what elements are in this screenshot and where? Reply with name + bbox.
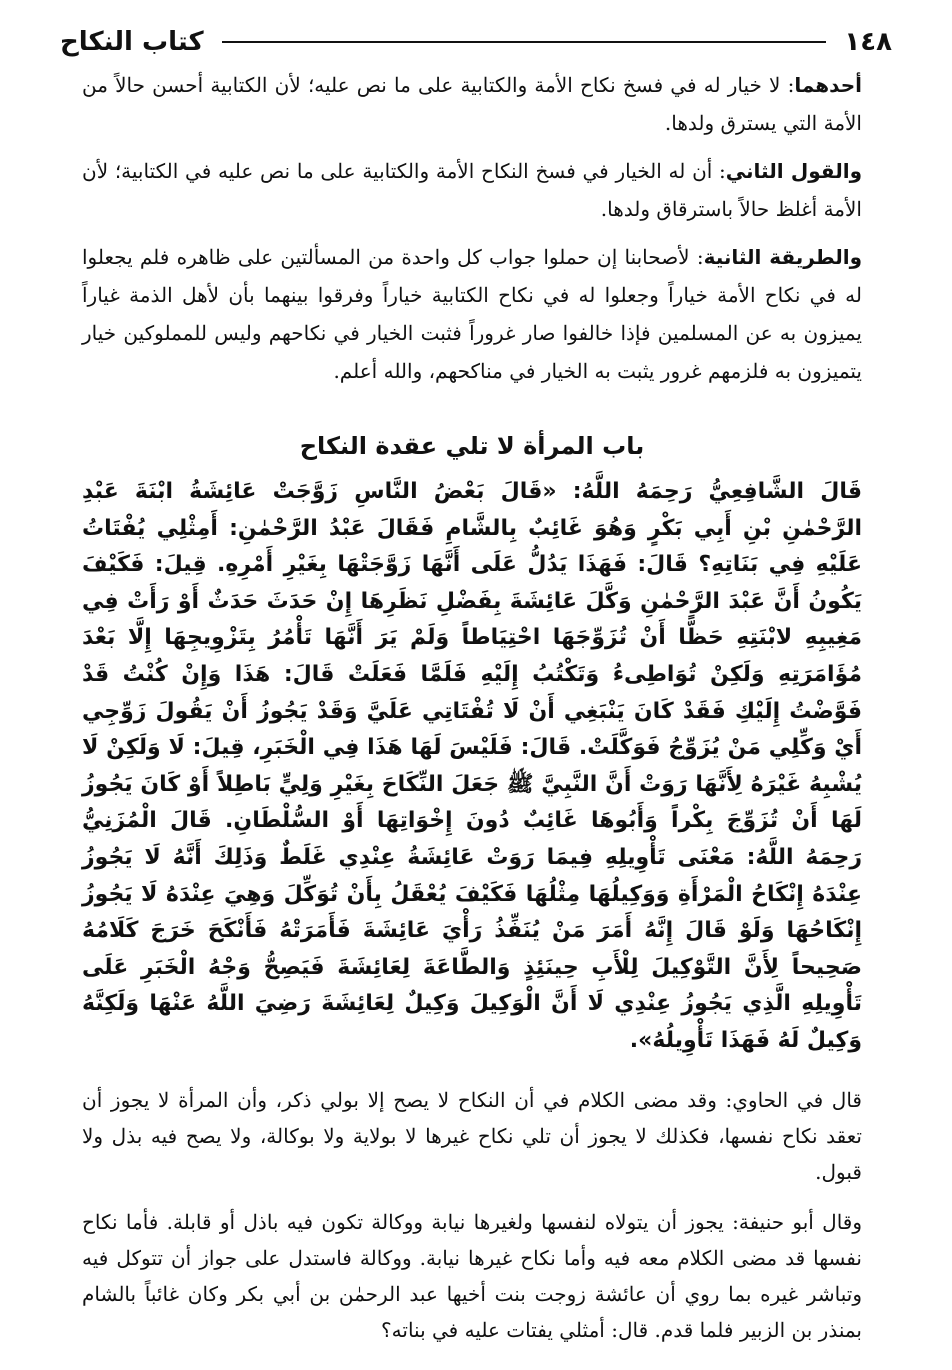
header-rule — [222, 41, 827, 43]
paragraph-text: : لأصحابنا إن حملوا جواب كل واحدة من المسألتين على ظاهره فلم يجعلوا له في نكاح الأمة خياراً وجعلوا له في نكاح الكتابية خياراً وفرقوا بينهما بأن لأهل الذمة غياراً يميزون به عن المسلمين فإذا خالفوا صار غروراً فثبت الخيار في نكاحهم وليس للمملوكين خيار يتميزون به فلزمهم غرور يثبت به الخيار في مناكحهم، والله أعلم. — [82, 245, 862, 383]
paragraph-second-method — [82, 238, 862, 390]
commentary-hawi: قال في الحاوي: وقد مضى الكلام في أن النكاح لا يصح إلا بولي ذكر، وأن المرأة لا يجوز أن تعقد نكاح نفسها، فكذلك لا يجوز أن تلي نكاح غيرها لا بولاية ولا بوكالة، ولا يصح فيه بذل ولا قبول. — [82, 1087, 862, 1184]
paragraph-lead: أحدهما — [794, 73, 862, 97]
shafii-quote: قَالَ الشَّافِعِيُّ رَحِمَهُ اللَّهُ: «قَالَ بَعْضُ النَّاسِ زَوَّجَتْ عَائِشَةُ ابْنَةَ عَبْدِ الرَّحْمٰنِ بْنِ أَبِي بَكْرٍ وَهُوَ غَائِبٌ بِالشَّامِ فَقَالَ عَبْدُ الرَّحْمٰنِ: أَمِثْلِي يُفْتَاتُ عَلَيْهِ فِي بَنَاتِهِ؟ قَالَ: فَهَذَا يَدُلُّ عَلَى أَنَّهَا زَوَّجَتْهَا بِغَيْرِ أَمْرِهِ. قِيلَ: فَكَيْفَ يَكُونُ أَنَّ عَبْدَ الرَّحْمٰنِ وَكَّلَ عَائِشَةَ بِفَضْلِ نَظَرِهَا إِنْ حَدَثَ حَدَثٌ أَوْ رَأَتْ فِي مَغِيبِهِ لابْنَتِهِ حَظًّا أَنْ تُزَوِّجَهَا احْتِيَاطاً وَلَمْ يَرَ أَنَّهَا تَأْمُرُ بِتَزْوِيجِهَا إِلَّا بَعْدَ مُؤَامَرَتِهِ وَلَكِنْ تُوَاطِىءُ وَتَكْتُبُ إِلَيْهِ فَلَمَّا فَعَلَتْ قَالَ: هَذَا وَإِنْ كُنْتُ قَدْ فَوَّضْتُ إِلَيْكِ فَقَدْ كَانَ يَنْبَغِي أَنْ لَا تُفْتَاتِي عَلَيَّ وَقَدْ يَجُوزُ أَنْ يَقُولَ زَوِّجِي أَيْ وَكِّلِي مَنْ يُزَوِّجُ فَوَكَّلَتْ. قَالَ: فَلَيْسَ لَهَا هَذَا فِي الْخَبَرِ، قِيلَ: لَا وَلَكِنْ لَا يُشْبِهُ غَيْرَهُ لِأَنَّهَا رَوَتْ أَنَّ النَّبِيَّ ﷺ جَعَلَ النِّكَاحَ بِغَيْرِ وَلِيٍّ بَاطِلاً أَوْ كَانَ يَجُوزُ لَهَا أَنْ تُزَوِّجَ بِكْراً وَأَبُوهَا غَائِبٌ دُونَ إِخْوَاتِهَا أَوْ السُّلْطَانِ. قَالَ الْمُزَنِيُّ رَحِمَهُ اللَّهُ: مَعْنَى تَأْوِيلِهِ فِيمَا رَوَتْ عَائِشَةُ عِنْدِي غَلَطٌ وَذَلِكَ أَنَّهُ لَا يَجُوزُ عِنْدَهُ إِنْكَاحُ الْمَرْأَةِ وَوَكِيلُهَا مِثْلُهَا فَكَيْفَ يُعْقَلُ بِأَنْ تُوَكِّلَ وَهِيَ عِنْدَهُ لَا يَجُوزُ إِنْكَاحُهَا وَلَوْ قَالَ إِنَّهُ أَمَرَ مَنْ يُنَفِّذُ رَأْيَ عَائِشَةَ فَأَمَرَتْهُ فَأَنْكَحَ خَرَجَ كَلَامُهُ صَحِيحاً لِأَنَّ التَّوْكِيلَ لِلْأَبِ حِينَئِذٍ وَالطَّاعَةَ لِعَائِشَةَ فَيَصِحُّ وَجْهُ الْخَبَرِ عَلَى تَأْوِيلِهِ الَّذِي يَجُوزُ عِنْدِي لَا أَنَّ الْوَكِيلَ وَكِيلٌ لِعَائِشَةَ رَضِيَ اللَّهُ عَنْهَا وَلَكِنَّهُ وَكِيلٌ لَهُ فَهَذَا تَأْوِيلُهُ». — [82, 479, 862, 1053]
paragraph-first-opinion — [82, 66, 862, 142]
paragraph-lead: والطريقة الثانية — [703, 245, 863, 269]
paragraph-text: : لا خيار له في فسخ نكاح الأمة والكتابية على ما نص عليه؛ لأن الكتابية أحسن حالاً من الأمة التي يسترق ولدها. — [82, 73, 862, 135]
running-title: كتاب النكاح — [60, 27, 204, 57]
commentary-abu-hanifa: وقال أبو حنيفة: يجوز أن يتولاه لنفسها ولغيرها نيابة ووكالة تكون فيه باذل أو قابلة. فأما نكاح نفسها قد مضى الكلام معه فيه وأما نكاح غيرها نيابة. ووكالة فاستدل على جواز أن تتوكل فيه وتباشر غيره بما روي أن عائشة زوجت بنت أخيها عبد الرحمٰن بن أبي بكر وكان غائباً بالشام بمنذر بن الزبير فلما قدم. قال: أمثلي يفتات عليه في بناته؟ — [82, 1209, 862, 1342]
page-header — [60, 22, 892, 62]
paragraph-lead: والقول الثاني — [725, 159, 862, 183]
paragraph-second-opinion — [82, 152, 862, 228]
page-number: ١٤٨ — [844, 27, 892, 57]
page-content — [82, 66, 862, 1362]
chapter-title: باب المرأة لا تلي عقدة النكاح — [299, 432, 645, 460]
paragraph-text: : أن له الخيار في فسخ النكاح الأمة والكتابية على ما نص عليه في الكتابية؛ لأن الأمة أغلظ حالاً باسترقاق ولدها. — [82, 159, 862, 221]
